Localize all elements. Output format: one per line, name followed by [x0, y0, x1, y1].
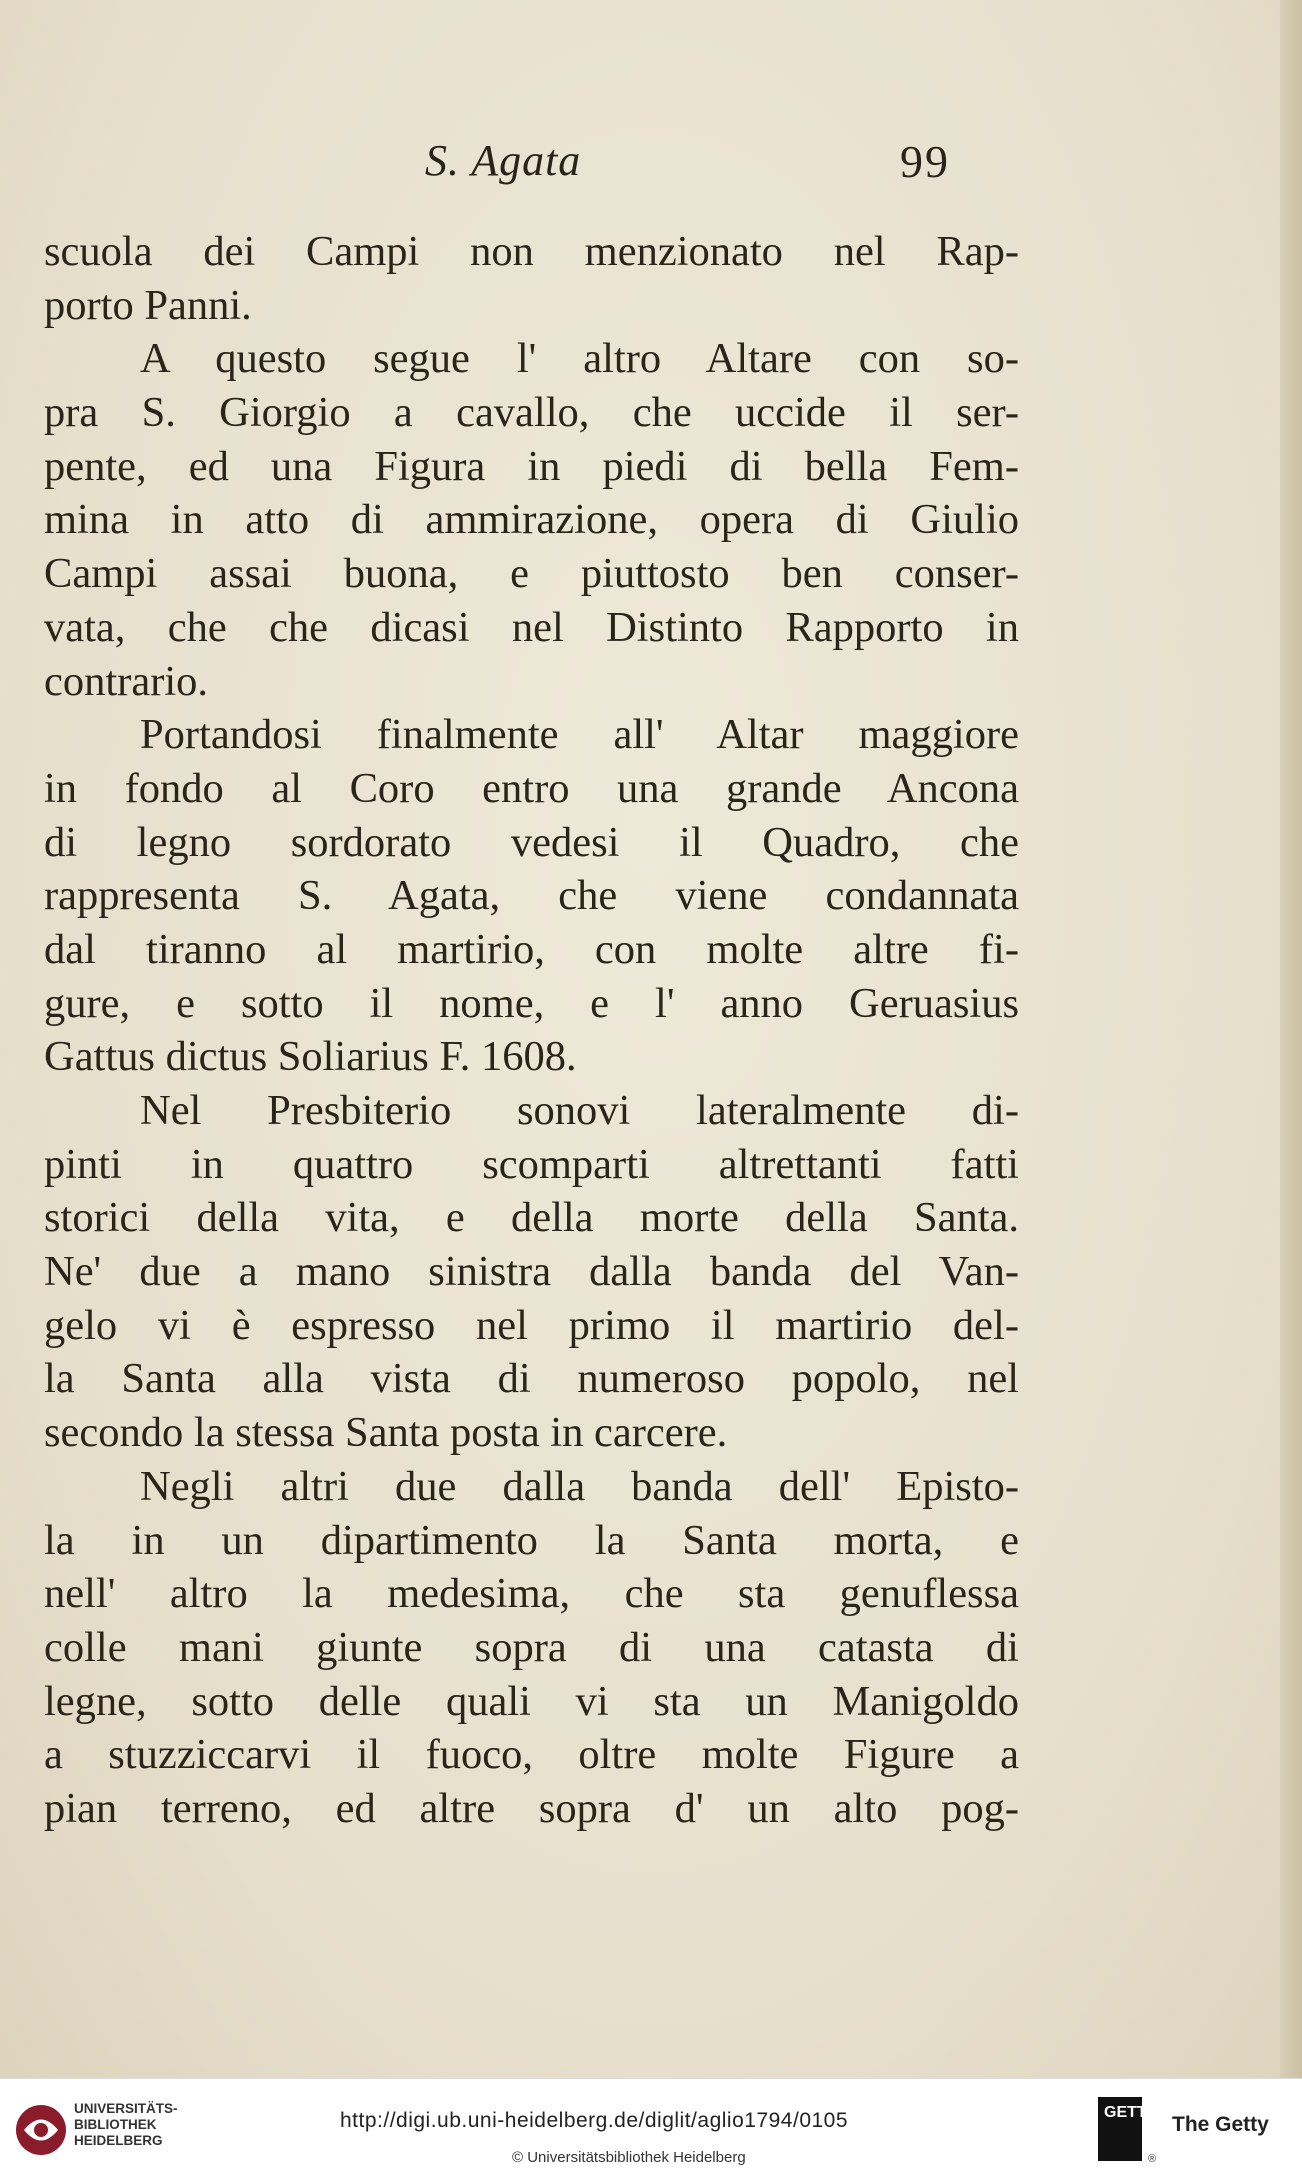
text-line: mina in atto di ammirazione, opera di Giulio [44, 496, 1019, 544]
text-line: dal tiranno al martirio, con molte altre fi- [44, 925, 1019, 973]
running-title: S. Agata [425, 136, 582, 185]
page-number: 99 [900, 136, 950, 187]
library-name-line: UNIVERSITÄTS- [74, 2101, 178, 2116]
library-name-line: BIBLIOTHEK [74, 2117, 157, 2132]
text-line: in fondo al Coro entro una grande Ancona [44, 764, 1019, 812]
getty-name: The Getty [1172, 2113, 1269, 2136]
registered-mark: ® [1148, 2153, 1157, 2165]
text-line: gure, e sotto il nome, e l' anno Geruasius [44, 979, 1019, 1027]
library-name [74, 2101, 178, 2149]
page-edge-shadow [1280, 0, 1302, 2078]
viewer-footer [0, 2078, 1302, 2180]
text-line: legne, sotto delle quali vi sta un Manigoldo [44, 1677, 1019, 1725]
text-line: storici della vita, e della morte della Santa. [44, 1194, 1019, 1242]
getty-logo-letters: GETTY [1104, 2104, 1158, 2121]
text-line: colle mani giunte sopra di una catasta di [44, 1623, 1019, 1671]
text-line: a stuzziccarvi il fuoco, oltre molte Figure a [44, 1731, 1019, 1779]
text-line: pente, ed una Figura in piedi di bella Fem- [44, 442, 1019, 490]
text-line: vata, che che dicasi nel Distinto Rapporto in [44, 603, 1019, 651]
text-line: Gattus dictus Soliarius F. 1608. [44, 1033, 577, 1081]
text-line: Negli altri due dalla banda dell' Episto- [140, 1462, 1019, 1510]
library-name-line: HEIDELBERG [74, 2133, 163, 2148]
university-library-logo-icon [14, 2103, 68, 2157]
text-line: nell' altro la medesima, che sta genuflessa [44, 1570, 1019, 1618]
text-line: gelo vi è espresso nel primo il martirio del- [44, 1301, 1019, 1349]
text-line: contrario. [44, 657, 209, 705]
text-line: Campi assai buona, e piuttosto ben conser- [44, 550, 1019, 598]
text-line: A questo segue l' altro Altare con so- [140, 335, 1019, 383]
text-line: porto Panni. [44, 281, 252, 329]
getty-logo-icon [1098, 2097, 1158, 2161]
text-line: la in un dipartimento la Santa morta, e [44, 1516, 1019, 1564]
permalink-url[interactable]: http://digi.ub.uni-heidelberg.de/diglit/aglio1794/0105 [340, 2109, 849, 2132]
copyright-notice: © Universitätsbibliothek Heidelberg [512, 2149, 746, 2166]
text-line: la Santa alla vista di numeroso popolo, nel [44, 1355, 1019, 1403]
text-line: pra S. Giorgio a cavallo, che uccide il ser- [44, 389, 1019, 437]
text-line: Portandosi finalmente all' Altar maggiore [140, 711, 1019, 759]
text-line: rappresenta S. Agata, che viene condannata [44, 872, 1019, 920]
text-line: pian terreno, ed altre sopra d' un alto pog- [44, 1784, 1019, 1832]
running-head [30, 135, 1030, 205]
text-line: pinti in quattro scomparti altrettanti fatti [44, 1140, 1019, 1188]
text-line: Ne' due a mano sinistra dalla banda del Van- [44, 1248, 1019, 1296]
text-line: scuola dei Campi non menzionato nel Rap- [44, 228, 1019, 275]
body-text [44, 225, 1019, 1836]
text-line: secondo la stessa Santa posta in carcere. [44, 1409, 728, 1457]
text-line: di legno sordorato vedesi il Quadro, che [44, 818, 1019, 866]
text-line: Nel Presbiterio sonovi lateralmente di- [140, 1087, 1019, 1134]
